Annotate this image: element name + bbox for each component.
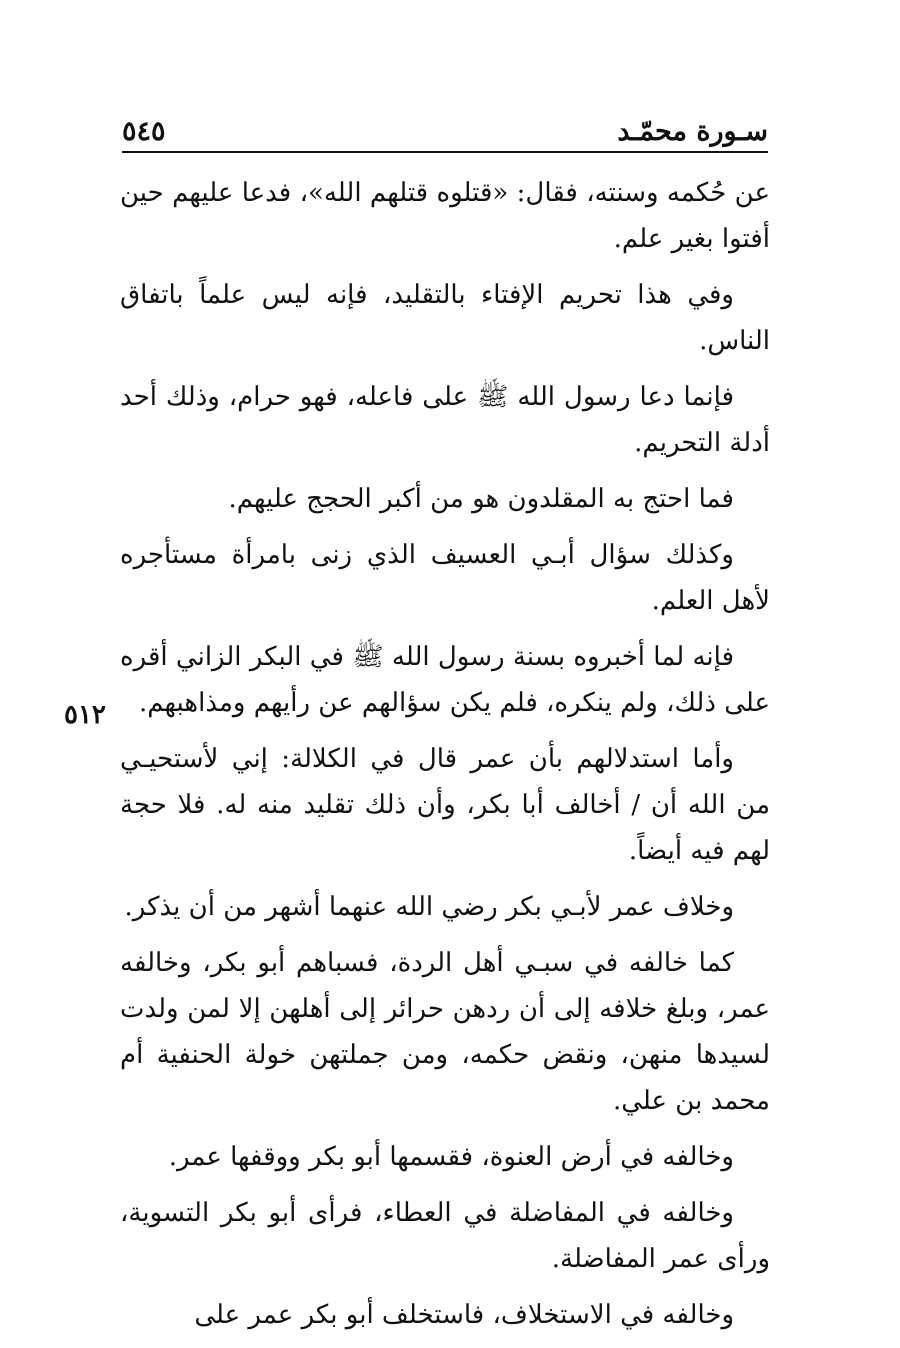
paragraph: وخلاف عمر لأبـي بكر رضي الله عنهما أشهر من أن يذكر. (124, 892, 734, 922)
paragraph: فإنه لما أخبروه بسنة رسول الله ﷺ في البكر الزاني أقره على ذلك، ولم ينكره، فلم يكن سؤالهم عن رأيهم ومذاهبهم. (120, 642, 770, 718)
paragraph: وكذلك سؤال أبـي العسيف الذي زنى بامرأة مستأجره لأهل العلم. (120, 540, 770, 616)
running-title: سـورة محمّـد (617, 116, 768, 147)
paragraph: وخالفه في أرض العنوة، فقسمها أبو بكر ووقفها عمر. (168, 1142, 734, 1172)
paragraph: فإنما دعا رسول الله ﷺ على فاعله، فهو حرام، وذلك أحد أدلة التحريم. (120, 382, 770, 458)
paragraph: وفي هذا تحريم الإفتاء بالتقليد، فإنه ليس علماً باتفاق الناس. (120, 280, 770, 356)
paragraph: وخالفه في المفاضلة في العطاء، فرأى أبو بكر التسوية، ورأى عمر المفاضلة. (120, 1198, 770, 1274)
paragraph: فما احتج به المقلدون هو من أكبر الحجج عليهم. (228, 484, 734, 514)
header-rule (122, 151, 768, 153)
page-number: ٥٤٥ (122, 116, 166, 147)
paragraph: كما خالفه في سبـي أهل الردة، فسباهم أبو بكر، وخالفه عمر، وبلغ خلافه إلى أن ردهن حرائر إلى أهلهن إلا لمن ولدت لسيدها منهن، ونقض حكمه، ومن جملتهن خولة الحنفية أم محمد بن علي. (120, 948, 770, 1116)
body-text (120, 170, 770, 1348)
margin-page-reference: ٥١٢ (64, 700, 106, 730)
paragraph: وأما استدلالهم بأن عمر قال في الكلالة: إني لأستحيـي من الله أن / أخالف أبا بكر، وأن ذلك تقليد منه له. فلا حجة لهم فيه أيضاً. (120, 744, 770, 866)
page-header (122, 110, 768, 154)
paragraph: وخالفه في الاستخلاف، فاستخلف أبو بكر عمر على (194, 1300, 734, 1330)
paragraph: عن حُكمه وسنته، فقال: «قتلوه قتلهم الله»، فدعا عليهم حين أفتوا بغير علم. (120, 178, 770, 254)
